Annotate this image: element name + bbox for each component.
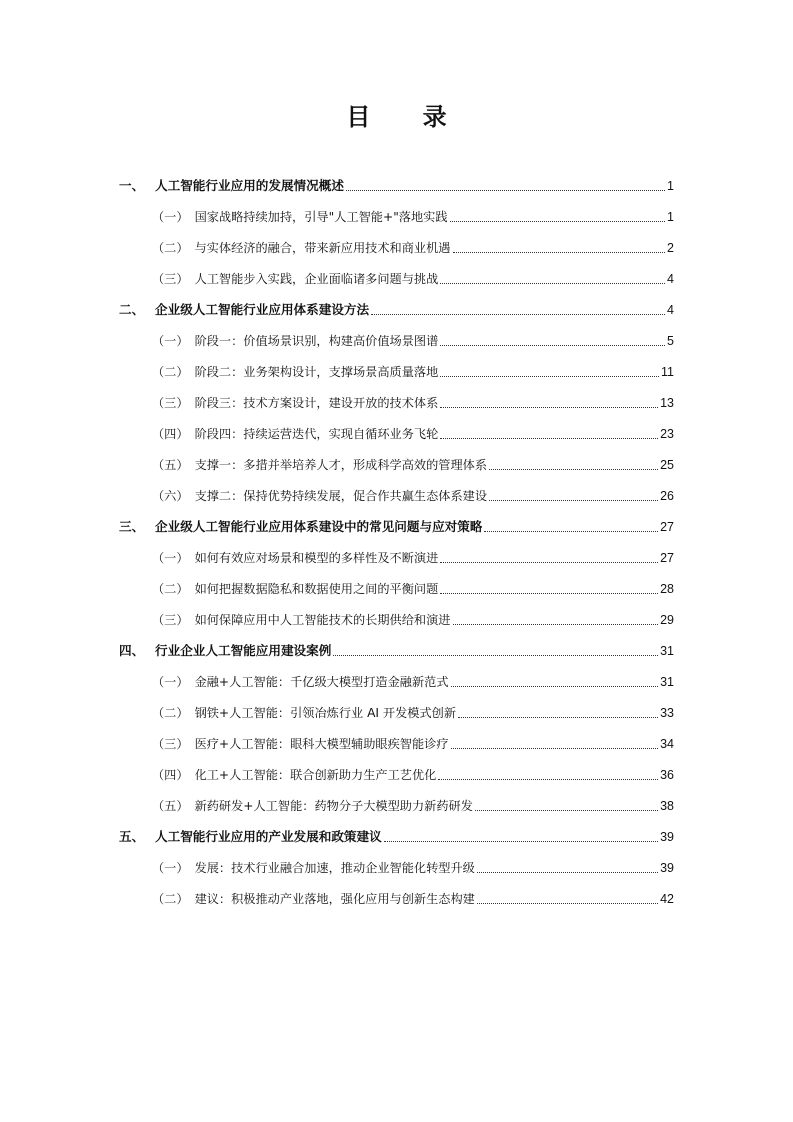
toc-entry-title: 建议：积极推动产业落地，强化应用与创新生态构建 (194, 892, 475, 906)
toc-page-number: 27 (660, 551, 674, 565)
toc-page-number: 29 (660, 613, 674, 627)
toc-dot-leader (484, 531, 658, 532)
toc-dot-leader (451, 748, 659, 749)
toc-page-number: 39 (660, 830, 674, 844)
toc-page-number: 4 (667, 272, 674, 286)
toc-entry-title: 企业级人工智能行业应用体系建设中的常见问题与应对策略 (155, 519, 483, 534)
toc-entry-title: 如何把握数据隐私和数据使用之间的平衡问题 (194, 582, 439, 596)
toc-subsection-entry[interactable] (152, 454, 674, 476)
toc-subsection-entry[interactable] (152, 764, 674, 786)
toc-entry-number: （三） (152, 396, 189, 410)
toc-dot-leader (477, 872, 658, 873)
toc-dot-leader (453, 624, 659, 625)
toc-page-number: 5 (667, 334, 674, 348)
toc-dot-leader (475, 810, 658, 811)
toc-page-number: 27 (660, 520, 674, 534)
toc-entry-title: 企业级人工智能行业应用体系建设方法 (155, 302, 370, 317)
toc-entry-title: 阶段四：持续运营迭代，实现自循环业务飞轮 (194, 427, 439, 441)
toc-dot-leader (489, 469, 658, 470)
toc-page-number: 26 (660, 489, 674, 503)
toc-entry-title: 金融+人工智能：千亿级大模型打造金融新范式 (194, 675, 449, 689)
toc-page-number: 31 (660, 644, 674, 658)
toc-dot-leader (440, 593, 658, 594)
toc-subsection-entry[interactable] (152, 702, 674, 724)
toc-page-number: 28 (660, 582, 674, 596)
toc-dot-leader (451, 686, 659, 687)
toc-dot-leader (371, 314, 665, 315)
toc-entry-title: 阶段二：业务架构设计，支撑场景高质量落地 (194, 365, 439, 379)
toc-entry-title: 阶段三：技术方案设计，建设开放的技术体系 (194, 396, 439, 410)
toc-entry-number: （一） (152, 210, 189, 224)
toc-entry-number: 一、 (119, 178, 145, 193)
toc-page-number: 25 (660, 458, 674, 472)
toc-subsection-entry[interactable] (152, 361, 674, 383)
toc-page-number: 23 (660, 427, 674, 441)
toc-dot-leader (384, 841, 658, 842)
toc-dot-leader (440, 345, 665, 346)
toc-entry-number: （六） (152, 489, 189, 503)
toc-subsection-entry[interactable] (152, 330, 674, 352)
toc-subsection-entry[interactable] (152, 206, 674, 228)
toc-page-number: 4 (667, 303, 674, 317)
toc-entry-number: （四） (152, 427, 189, 441)
toc-dot-leader (333, 655, 658, 656)
toc-dot-leader (440, 562, 658, 563)
toc-page-number: 1 (667, 210, 674, 224)
toc-entry-number: （四） (152, 768, 189, 782)
toc-entry-title: 人工智能行业应用的产业发展和政策建议 (155, 829, 382, 844)
toc-section-entry[interactable] (119, 516, 674, 538)
toc-subsection-entry[interactable] (152, 423, 674, 445)
toc-page-number: 42 (660, 892, 674, 906)
toc-dot-leader (489, 500, 658, 501)
toc-page-number: 36 (660, 768, 674, 782)
toc-entry-number: （三） (152, 613, 189, 627)
toc-page-number: 34 (660, 737, 674, 751)
toc-dot-leader (440, 376, 659, 377)
toc-dot-leader (477, 903, 658, 904)
toc-subsection-entry[interactable] (152, 392, 674, 414)
toc-entry-number: 四、 (119, 643, 145, 658)
toc-entry-title: 支撑一：多措并举培养人才，形成科学高效的管理体系 (194, 458, 488, 472)
toc-entry-title: 阶段一：价值场景识别，构建高价值场景图谱 (194, 334, 439, 348)
toc-entry-title: 人工智能行业应用的发展情况概述 (155, 178, 344, 193)
toc-dot-leader (346, 190, 665, 191)
page-title: 目 录 (346, 103, 469, 131)
toc-subsection-entry[interactable] (152, 268, 674, 290)
toc-subsection-entry[interactable] (152, 578, 674, 600)
toc-subsection-entry[interactable] (152, 609, 674, 631)
toc-subsection-entry[interactable] (152, 733, 674, 755)
toc-page-number: 2 (667, 241, 674, 255)
toc-entry-number: 二、 (119, 302, 145, 317)
toc-entry-title: 与实体经济的融合，带来新应用技术和商业机遇 (194, 241, 451, 255)
toc-page-number: 38 (660, 799, 674, 813)
toc-dot-leader (450, 221, 665, 222)
toc-dot-leader (440, 407, 658, 408)
toc-entry-title: 新药研发+人工智能：药物分子大模型助力新药研发 (194, 799, 473, 813)
toc-entry-number: （五） (152, 799, 189, 813)
toc-subsection-entry[interactable] (152, 857, 674, 879)
toc-subsection-entry[interactable] (152, 888, 674, 910)
toc-entry-number: （二） (152, 892, 189, 906)
toc-section-entry[interactable] (119, 175, 674, 197)
toc-entry-title: 如何保障应用中人工智能技术的长期供给和演进 (194, 613, 451, 627)
toc-page-number: 11 (661, 365, 674, 379)
toc-entry-title: 人工智能步入实践，企业面临诸多问题与挑战 (194, 272, 439, 286)
toc-dot-leader (440, 438, 658, 439)
toc-entry-number: （二） (152, 582, 189, 596)
toc-entry-number: 五、 (119, 829, 145, 844)
toc-entry-title: 钢铁+人工智能：引领冶炼行业 AI 开发模式创新 (194, 706, 457, 720)
toc-subsection-entry[interactable] (152, 237, 674, 259)
toc-subsection-entry[interactable] (152, 547, 674, 569)
toc-entry-number: （三） (152, 272, 189, 286)
toc-entry-title: 国家战略持续加持，引导"人工智能+"落地实践 (194, 210, 448, 224)
toc-dot-leader (440, 283, 665, 284)
toc-page-number: 31 (660, 675, 674, 689)
toc-page-number: 13 (660, 396, 674, 410)
toc-entry-number: （一） (152, 861, 189, 875)
toc-dot-leader (458, 717, 658, 718)
toc-entry-number: （二） (152, 706, 189, 720)
toc-entry-title: 如何有效应对场景和模型的多样性及不断演进 (194, 551, 439, 565)
toc-section-entry[interactable] (119, 299, 674, 321)
toc-entry-number: （一） (152, 675, 189, 689)
toc-subsection-entry[interactable] (152, 485, 674, 507)
toc-entry-number: （一） (152, 551, 189, 565)
toc-entry-title: 化工+人工智能：联合创新助力生产工艺优化 (194, 768, 437, 782)
toc-entry-number: 三、 (119, 519, 145, 534)
toc-page-number: 39 (660, 861, 674, 875)
toc-page-number: 1 (667, 179, 674, 193)
toc-subsection-entry[interactable] (152, 795, 674, 817)
toc-entry-number: （二） (152, 365, 189, 379)
toc-page-number: 33 (660, 706, 674, 720)
toc-entry-number: （二） (152, 241, 189, 255)
toc-entry-title: 支撑二：保持优势持续发展，促合作共赢生态体系建设 (194, 489, 488, 503)
toc-entry-title: 发展：技术行业融合加速，推动企业智能化转型升级 (194, 861, 475, 875)
toc-entry-title: 行业企业人工智能应用建设案例 (155, 643, 332, 658)
toc-section-entry[interactable] (119, 826, 674, 848)
toc-dot-leader (453, 252, 666, 253)
toc-entry-number: （三） (152, 737, 189, 751)
toc-entry-title: 医疗+人工智能：眼科大模型辅助眼疾智能诊疗 (194, 737, 449, 751)
toc-dot-leader (438, 779, 658, 780)
toc-entry-number: （一） (152, 334, 189, 348)
toc-subsection-entry[interactable] (152, 671, 674, 693)
toc-entry-number: （五） (152, 458, 189, 472)
toc-section-entry[interactable] (119, 640, 674, 662)
